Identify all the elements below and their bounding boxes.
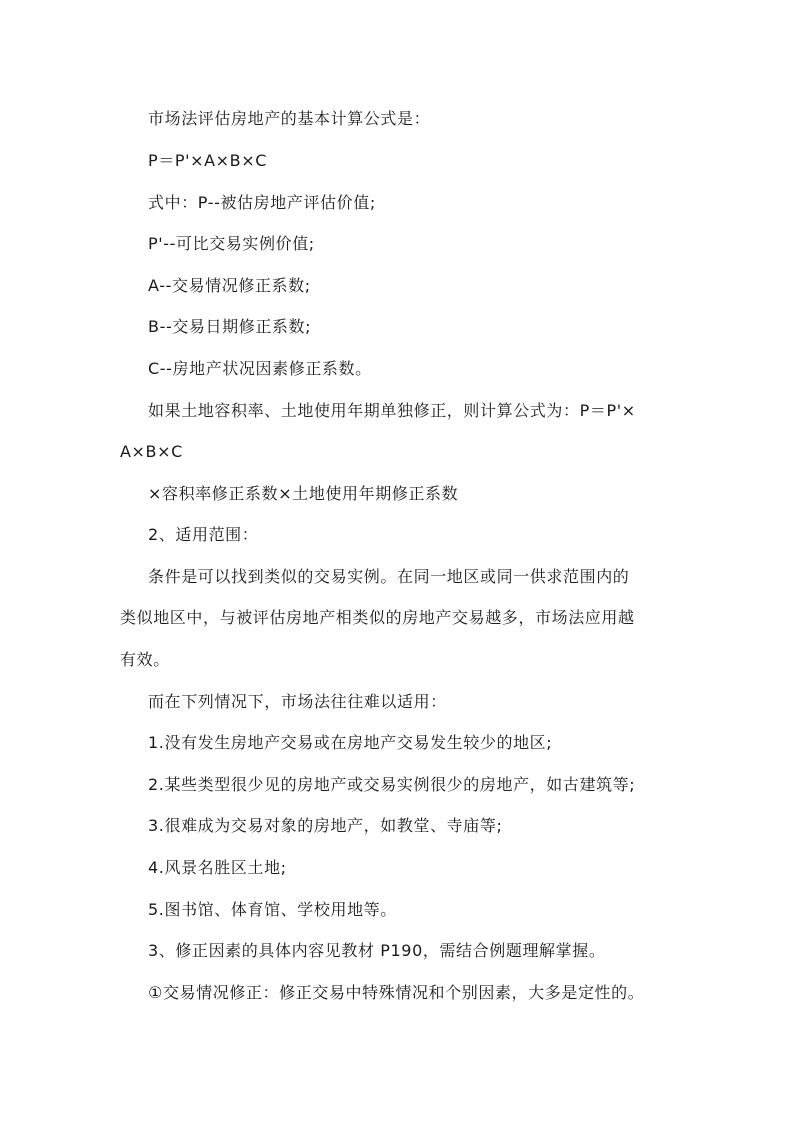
text-line-conditions: 条件是可以找到类似的交易实例。在同一地区或同一供求范围内的	[148, 567, 630, 586]
text-line-transaction-correction: ①交易情况修正：修正交易中特殊情况和个别因素，大多是定性的。	[148, 983, 645, 1002]
section-heading-correction-factors: 3、修正因素的具体内容见教材 P190，需结合例题理解掌握。	[148, 941, 606, 960]
text-line-formula: P＝P'×A×B×C	[148, 151, 268, 170]
list-item-3: 3.很难成为交易对象的房地产，如教堂、寺庙等;	[148, 816, 503, 835]
text-line-separate-correction-cont: A×B×C	[120, 442, 183, 461]
list-item-1: 1.没有发生房地产交易或在房地产交易发生较少的地区;	[148, 733, 553, 752]
text-line-formula-intro: 市场法评估房地产的基本计算公式是：	[148, 109, 431, 128]
text-line-a-definition: A--交易情况修正系数;	[148, 276, 311, 295]
text-line-b-definition: B--交易日期修正系数;	[148, 317, 312, 336]
section-heading-scope: 2、适用范围：	[148, 525, 259, 544]
text-line-conditions-cont: 类似地区中，与被评估房地产相类似的房地产交易越多，市场法应用越	[120, 608, 635, 627]
text-line-p-definition: 式中：P--被估房地产评估价值;	[148, 193, 376, 212]
list-item-4: 4.风景名胜区土地;	[148, 858, 287, 877]
text-line-c-definition: C--房地产状况因素修正系数。	[148, 359, 372, 378]
text-line-conditions-end: 有效。	[120, 650, 170, 669]
list-item-2: 2.某些类型很少见的房地产或交易实例很少的房地产，如古建筑等;	[148, 775, 636, 794]
text-line-not-applicable-intro: 而在下列情况下，市场法往往难以适用：	[148, 692, 447, 711]
list-item-5: 5.图书馆、体育馆、学校用地等。	[148, 900, 397, 919]
text-line-separate-correction: 如果土地容积率、土地使用年期单独修正，则计算公式为：P＝P'×	[148, 401, 636, 420]
text-line-p-prime-definition: P'--可比交易实例价值;	[148, 234, 315, 253]
text-line-extra-coefficients: ×容积率修正系数×土地使用年期修正系数	[148, 484, 459, 503]
